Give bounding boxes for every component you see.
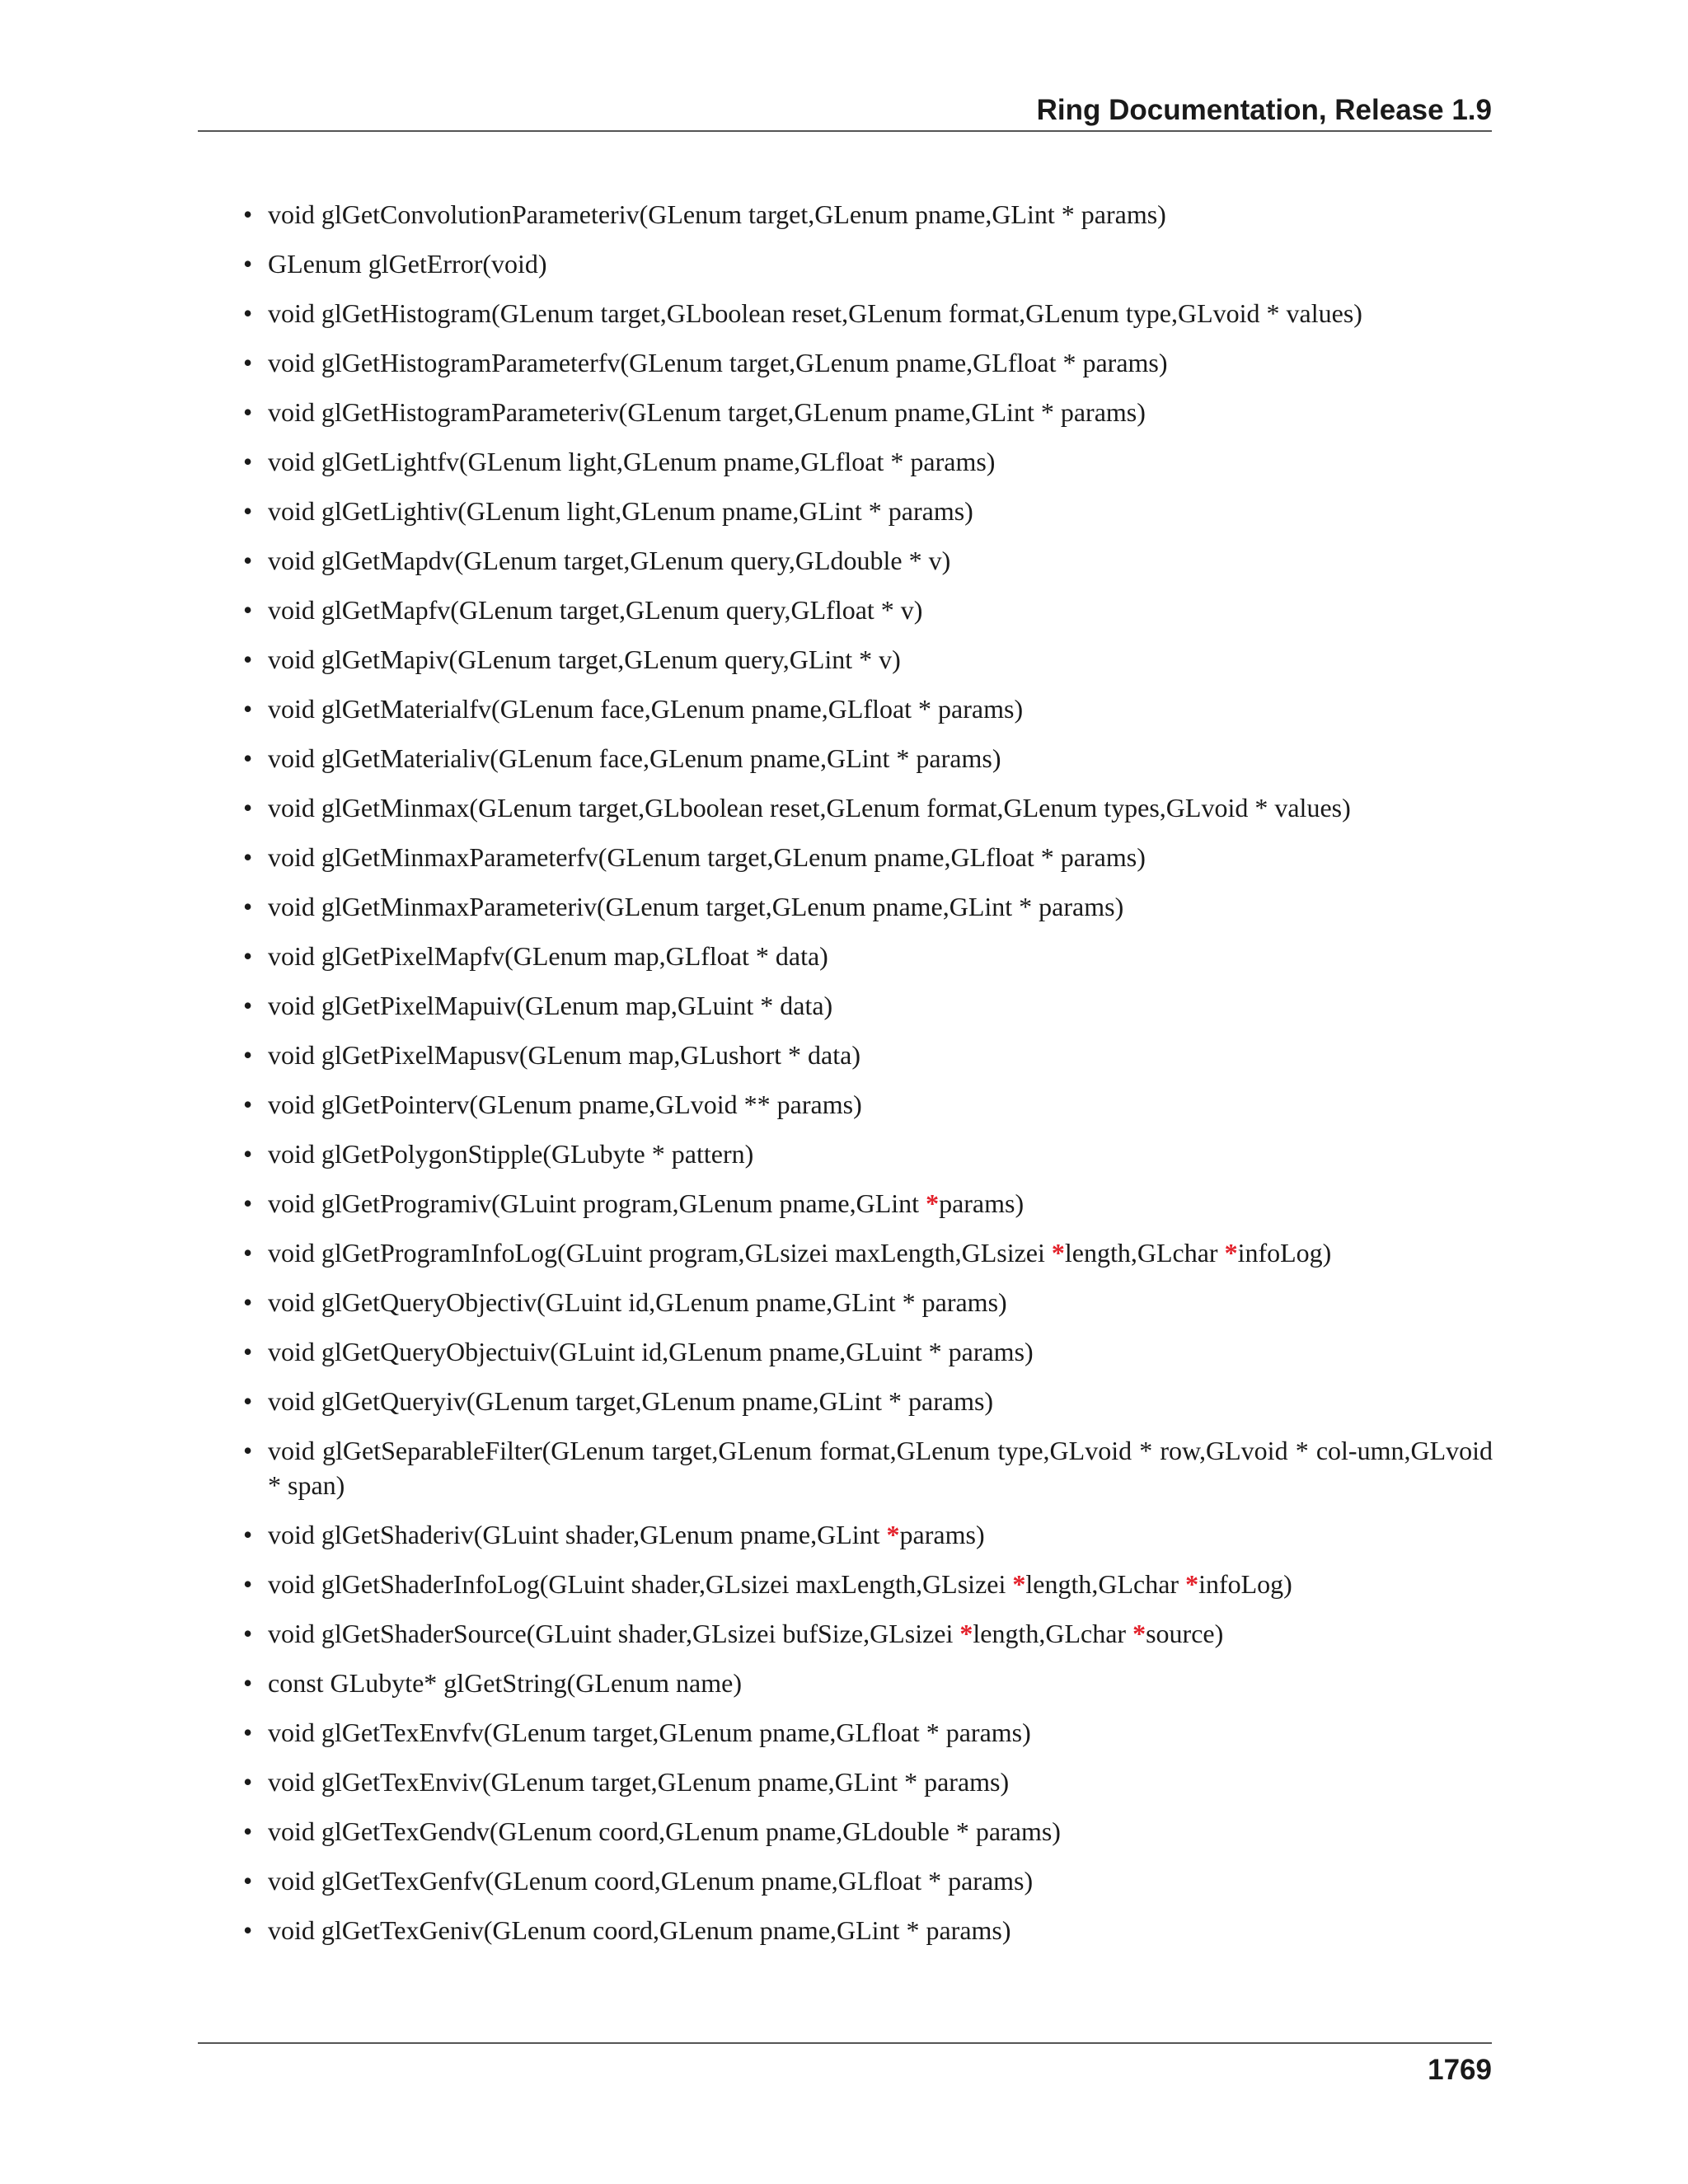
list-item: [243, 247, 1493, 282]
page-header: [198, 89, 1492, 132]
pointer-star: *: [1051, 1238, 1065, 1268]
pointer-star: *: [1012, 1568, 1026, 1599]
bullet-icon: •: [243, 447, 253, 476]
pointer-star: *: [1132, 1618, 1146, 1648]
signature-text: void glGetMapfv(GLenum target,GLenum query,GLfloat * v): [268, 595, 923, 625]
signature-text: void glGetTexEnviv(GLenum target,GLenum pname,GLint * params): [268, 1766, 1010, 1797]
pointer-star: *: [886, 1519, 900, 1549]
bullet-icon: •: [243, 199, 253, 229]
signature-text: void glGetTexEnvfv(GLenum target,GLenum pname,GLfloat * params): [268, 1717, 1031, 1747]
bullet-icon: •: [243, 743, 253, 773]
list-item: [243, 1617, 1493, 1652]
signature-text: void glGetShaderSource(GLuint shader,GLsizei bufSize,GLsizei: [268, 1618, 960, 1648]
bullet-icon: •: [243, 546, 253, 575]
signature-text: const GLubyte* glGetString(GLenum name): [268, 1667, 742, 1698]
list-item: [243, 1815, 1493, 1849]
function-list: [243, 198, 1493, 1963]
signature-text: void glGetProgramInfoLog(GLuint program,GLsizei maxLength,GLsizei: [268, 1238, 1052, 1268]
pointer-star: *: [959, 1618, 973, 1648]
bullet-icon: •: [243, 298, 253, 328]
page-footer: [198, 2042, 1492, 2102]
list-item: [243, 890, 1493, 925]
signature-text: void glGetMinmaxParameterfv(GLenum target,GLenum pname,GLfloat * params): [268, 842, 1146, 872]
list-item: [243, 841, 1493, 875]
list-item: [243, 1568, 1493, 1602]
list-item: [243, 791, 1493, 826]
signature-text: params): [899, 1519, 985, 1549]
list-item: [243, 1914, 1493, 1948]
bullet-icon: •: [243, 1519, 253, 1549]
bullet-icon: •: [243, 1238, 253, 1268]
bullet-icon: •: [243, 1766, 253, 1797]
list-item: [243, 643, 1493, 677]
signature-text: void glGetHistogramParameterfv(GLenum target,GLenum pname,GLfloat * params): [268, 348, 1168, 377]
list-item: [243, 940, 1493, 974]
bullet-icon: •: [243, 1865, 253, 1896]
list-item: [243, 346, 1493, 381]
signature-text: void glGetMapdv(GLenum target,GLenum query,GLdouble * v): [268, 546, 951, 575]
bullet-icon: •: [243, 1139, 253, 1169]
bullet-icon: •: [243, 1287, 253, 1317]
bullet-icon: •: [243, 1915, 253, 1945]
signature-text: void glGetPointerv(GLenum pname,GLvoid ** params): [268, 1090, 862, 1119]
signature-text: params): [939, 1188, 1025, 1218]
bullet-icon: •: [243, 1337, 253, 1366]
signature-text: infoLog): [1198, 1568, 1292, 1599]
pointer-star: *: [1224, 1238, 1238, 1268]
signature-text: void glGetMinmaxParameteriv(GLenum target,GLenum pname,GLint * params): [268, 892, 1124, 921]
list-item: [243, 1335, 1493, 1370]
signature-text: void glGetShaderiv(GLuint shader,GLenum pname,GLint: [268, 1519, 887, 1549]
bullet-icon: •: [243, 1090, 253, 1119]
list-item: [243, 1038, 1493, 1073]
bullet-icon: •: [243, 1717, 253, 1747]
list-item: [243, 1187, 1493, 1221]
signature-text: void glGetProgramiv(GLuint program,GLenum pname,GLint: [268, 1188, 926, 1218]
bullet-icon: •: [243, 793, 253, 823]
list-item: [243, 445, 1493, 480]
list-item: [243, 1716, 1493, 1750]
signature-text: length,GLchar: [1064, 1238, 1225, 1268]
signature-text: void glGetMapiv(GLenum target,GLenum query,GLint * v): [268, 644, 901, 674]
bullet-icon: •: [243, 1386, 253, 1416]
bullet-icon: •: [243, 991, 253, 1020]
bullet-icon: •: [243, 397, 253, 427]
signature-text: void glGetTexGenfv(GLenum coord,GLenum pname,GLfloat * params): [268, 1865, 1034, 1896]
signature-text: void glGetQueryObjectuiv(GLuint id,GLenum pname,GLuint * params): [268, 1337, 1034, 1366]
bullet-icon: •: [243, 1188, 253, 1218]
list-item: [243, 593, 1493, 628]
list-item: [243, 1864, 1493, 1899]
signature-text: length,GLchar: [1025, 1568, 1186, 1599]
bullet-icon: •: [243, 644, 253, 674]
bullet-icon: •: [243, 1618, 253, 1648]
signature-text: void glGetHistogramParameteriv(GLenum target,GLenum pname,GLint * params): [268, 397, 1146, 427]
list-item: [243, 1286, 1493, 1320]
bullet-icon: •: [243, 694, 253, 724]
list-item: [243, 1137, 1493, 1172]
document-title: Ring Documentation, Release 1.9: [1036, 94, 1492, 126]
signature-text: void glGetQueryiv(GLenum target,GLenum pname,GLint * params): [268, 1386, 994, 1416]
signature-text: void glGetPixelMapusv(GLenum map,GLushort * data): [268, 1040, 860, 1070]
signature-text: void glGetQueryObjectiv(GLuint id,GLenum pname,GLint * params): [268, 1287, 1007, 1317]
list-item: [243, 198, 1493, 232]
signature-text: void glGetPixelMapfv(GLenum map,GLfloat * data): [268, 941, 828, 971]
bullet-icon: •: [243, 1040, 253, 1070]
bullet-icon: •: [243, 1436, 253, 1465]
list-item: [243, 1236, 1493, 1271]
signature-text: infoLog): [1237, 1238, 1332, 1268]
signature-text: void glGetSeparableFilter(GLenum target,GLenum format,GLenum type,GLvoid * row,GLvoid * col-umn,GLvoid * span): [268, 1436, 1493, 1500]
list-item: [243, 692, 1493, 727]
list-item: [243, 1088, 1493, 1122]
signature-text: void glGetShaderInfoLog(GLuint shader,GLsizei maxLength,GLsizei: [268, 1568, 1013, 1599]
bullet-icon: •: [243, 1816, 253, 1846]
signature-text: void glGetMaterialiv(GLenum face,GLenum pname,GLint * params): [268, 743, 1001, 773]
signature-text: length,GLchar: [973, 1618, 1133, 1648]
list-item: [243, 494, 1493, 529]
bullet-icon: •: [243, 941, 253, 971]
pointer-star: *: [1185, 1568, 1199, 1599]
signature-text: void glGetHistogram(GLenum target,GLboolean reset,GLenum format,GLenum type,GLvoid * values): [268, 298, 1362, 328]
signature-text: source): [1146, 1618, 1224, 1648]
bullet-icon: •: [243, 348, 253, 377]
page-number: 1769: [1428, 2054, 1492, 2086]
list-item: [243, 396, 1493, 430]
list-item: [243, 1385, 1493, 1419]
signature-text: void glGetMinmax(GLenum target,GLboolean reset,GLenum format,GLenum types,GLvoid * values): [268, 793, 1351, 823]
bullet-icon: •: [243, 1667, 253, 1698]
bullet-icon: •: [243, 496, 253, 526]
bullet-icon: •: [243, 842, 253, 872]
list-item: [243, 297, 1493, 331]
bullet-icon: •: [243, 892, 253, 921]
signature-text: void glGetTexGeniv(GLenum coord,GLenum pname,GLint * params): [268, 1915, 1011, 1945]
signature-text: void glGetPolygonStipple(GLubyte * pattern): [268, 1139, 754, 1169]
signature-text: void glGetTexGendv(GLenum coord,GLenum pname,GLdouble * params): [268, 1816, 1061, 1846]
signature-text: GLenum glGetError(void): [268, 249, 547, 279]
bullet-icon: •: [243, 1568, 253, 1599]
list-item: [243, 989, 1493, 1024]
signature-text: void glGetLightfv(GLenum light,GLenum pname,GLfloat * params): [268, 447, 996, 476]
signature-text: void glGetMaterialfv(GLenum face,GLenum pname,GLfloat * params): [268, 694, 1024, 724]
list-item: [243, 1666, 1493, 1701]
signature-text: void glGetConvolutionParameteriv(GLenum target,GLenum pname,GLint * params): [268, 199, 1166, 229]
bullet-icon: •: [243, 595, 253, 625]
list-item: [243, 742, 1493, 776]
signature-text: void glGetLightiv(GLenum light,GLenum pname,GLint * params): [268, 496, 973, 526]
bullet-icon: •: [243, 249, 253, 279]
list-item: [243, 1434, 1493, 1502]
signature-text: void glGetPixelMapuiv(GLenum map,GLuint * data): [268, 991, 833, 1020]
list-item: [243, 544, 1493, 579]
list-item: [243, 1765, 1493, 1800]
pointer-star: *: [926, 1188, 940, 1218]
list-item: [243, 1518, 1493, 1553]
